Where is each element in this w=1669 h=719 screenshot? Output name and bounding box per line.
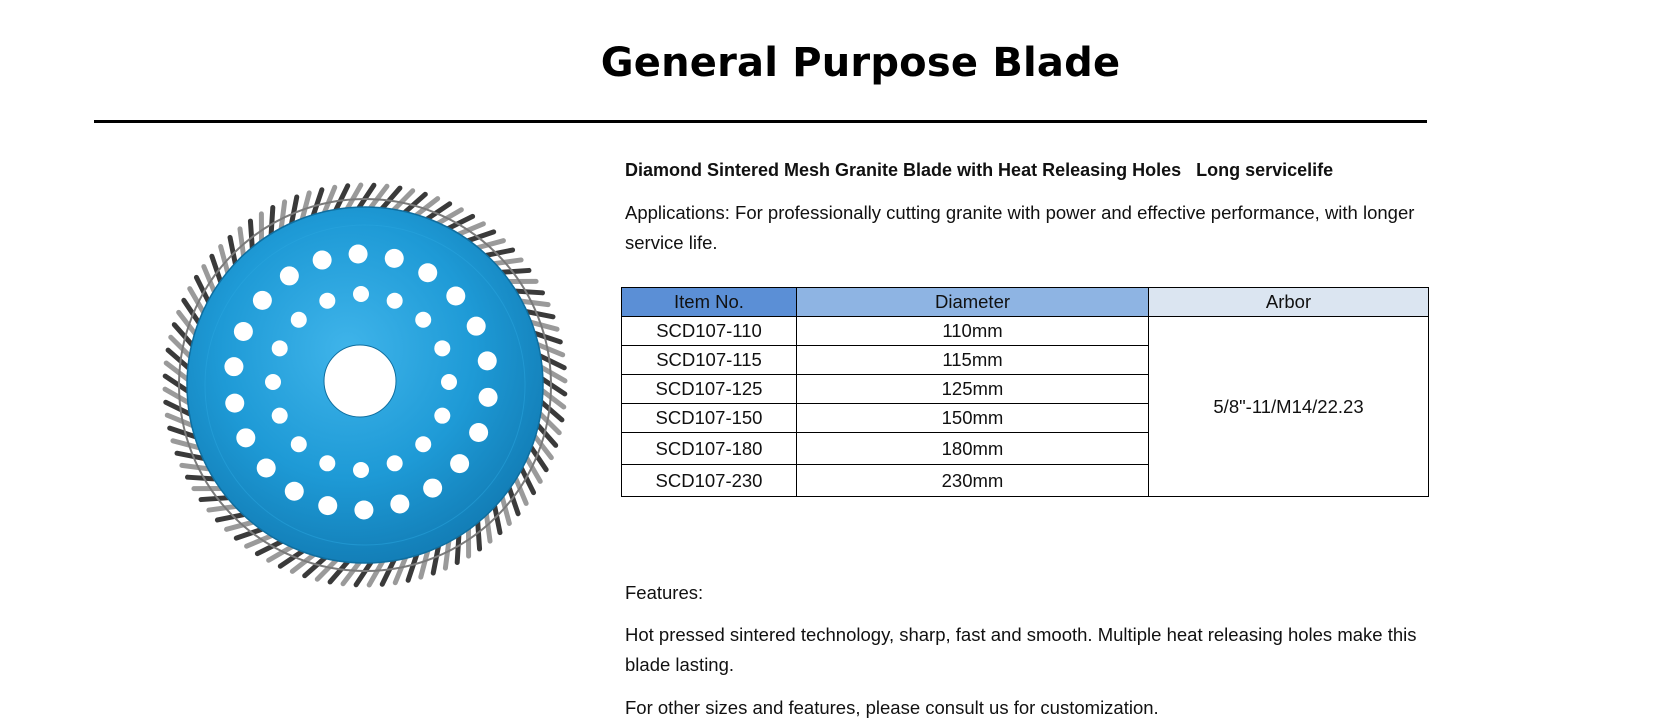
cooling-hole xyxy=(236,428,255,447)
diameter-cell: 125mm xyxy=(797,375,1149,404)
item-cell: SCD107-230 xyxy=(622,465,797,497)
cooling-hole xyxy=(349,245,368,264)
diameter-cell: 150mm xyxy=(797,404,1149,433)
header-item-no: Item No. xyxy=(622,288,797,317)
cooling-hole xyxy=(467,317,486,336)
arbor-hole xyxy=(324,345,396,417)
cooling-hole xyxy=(387,455,403,471)
cooling-hole xyxy=(415,312,431,328)
cooling-hole xyxy=(469,423,488,442)
table-row xyxy=(622,317,1429,346)
diameter-cell: 230mm xyxy=(797,465,1149,497)
item-cell: SCD107-125 xyxy=(622,375,797,404)
header-diameter: Diameter xyxy=(797,288,1149,317)
cooling-hole xyxy=(479,388,498,407)
item-cell: SCD107-115 xyxy=(622,346,797,375)
item-cell: SCD107-150 xyxy=(622,404,797,433)
cooling-hole xyxy=(353,462,369,478)
applications-text: Applications: For professionally cutting granite with power and effective performance, with longer service life. xyxy=(625,198,1425,258)
cooling-hole xyxy=(291,436,307,452)
diamond-saw-blade-icon xyxy=(150,175,580,595)
cooling-hole xyxy=(434,408,450,424)
cooling-hole xyxy=(318,496,337,515)
cooling-hole xyxy=(291,312,307,328)
cooling-hole xyxy=(415,436,431,452)
item-cell: SCD107-110 xyxy=(622,317,797,346)
diameter-cell: 180mm xyxy=(797,433,1149,465)
cooling-hole xyxy=(354,500,373,519)
cooling-hole xyxy=(353,286,369,302)
item-cell: SCD107-180 xyxy=(622,433,797,465)
cooling-hole xyxy=(450,454,469,473)
features-label: Features: xyxy=(625,582,703,604)
cooling-hole xyxy=(418,263,437,282)
cooling-hole xyxy=(434,340,450,356)
cooling-hole xyxy=(441,374,457,390)
spec-table xyxy=(621,287,1429,497)
cooling-hole xyxy=(265,374,281,390)
product-headline: Diamond Sintered Mesh Granite Blade with Heat Releasing Holes Long servicelife xyxy=(625,160,1333,181)
arbor-cell: 5/8"-11/M14/22.23 xyxy=(1149,317,1429,497)
cooling-hole xyxy=(423,479,442,498)
cooling-hole xyxy=(446,286,465,305)
cooling-hole xyxy=(272,408,288,424)
cooling-hole xyxy=(319,455,335,471)
diameter-cell: 110mm xyxy=(797,317,1149,346)
cooling-hole xyxy=(257,459,276,478)
cooling-hole xyxy=(272,340,288,356)
cooling-hole xyxy=(234,322,253,341)
cooling-hole xyxy=(387,293,403,309)
customization-note: For other sizes and features, please consult us for customization. xyxy=(625,697,1159,719)
cooling-hole xyxy=(478,351,497,370)
title-divider xyxy=(94,120,1427,123)
cooling-hole xyxy=(390,494,409,513)
cooling-hole xyxy=(385,249,404,268)
diameter-cell: 115mm xyxy=(797,346,1149,375)
cooling-hole xyxy=(313,251,332,270)
cooling-hole xyxy=(280,266,299,285)
page-title: General Purpose Blade xyxy=(0,40,1669,86)
cooling-hole xyxy=(224,357,243,376)
features-text: Hot pressed sintered technology, sharp, fast and smooth. Multiple heat releasing holes make this blade lasting. xyxy=(625,620,1425,680)
cooling-hole xyxy=(253,291,272,310)
cooling-hole xyxy=(285,482,304,501)
cooling-hole xyxy=(319,293,335,309)
product-image xyxy=(150,175,580,595)
cooling-hole xyxy=(225,394,244,413)
table-header-row xyxy=(622,288,1429,317)
header-arbor: Arbor xyxy=(1149,288,1429,317)
